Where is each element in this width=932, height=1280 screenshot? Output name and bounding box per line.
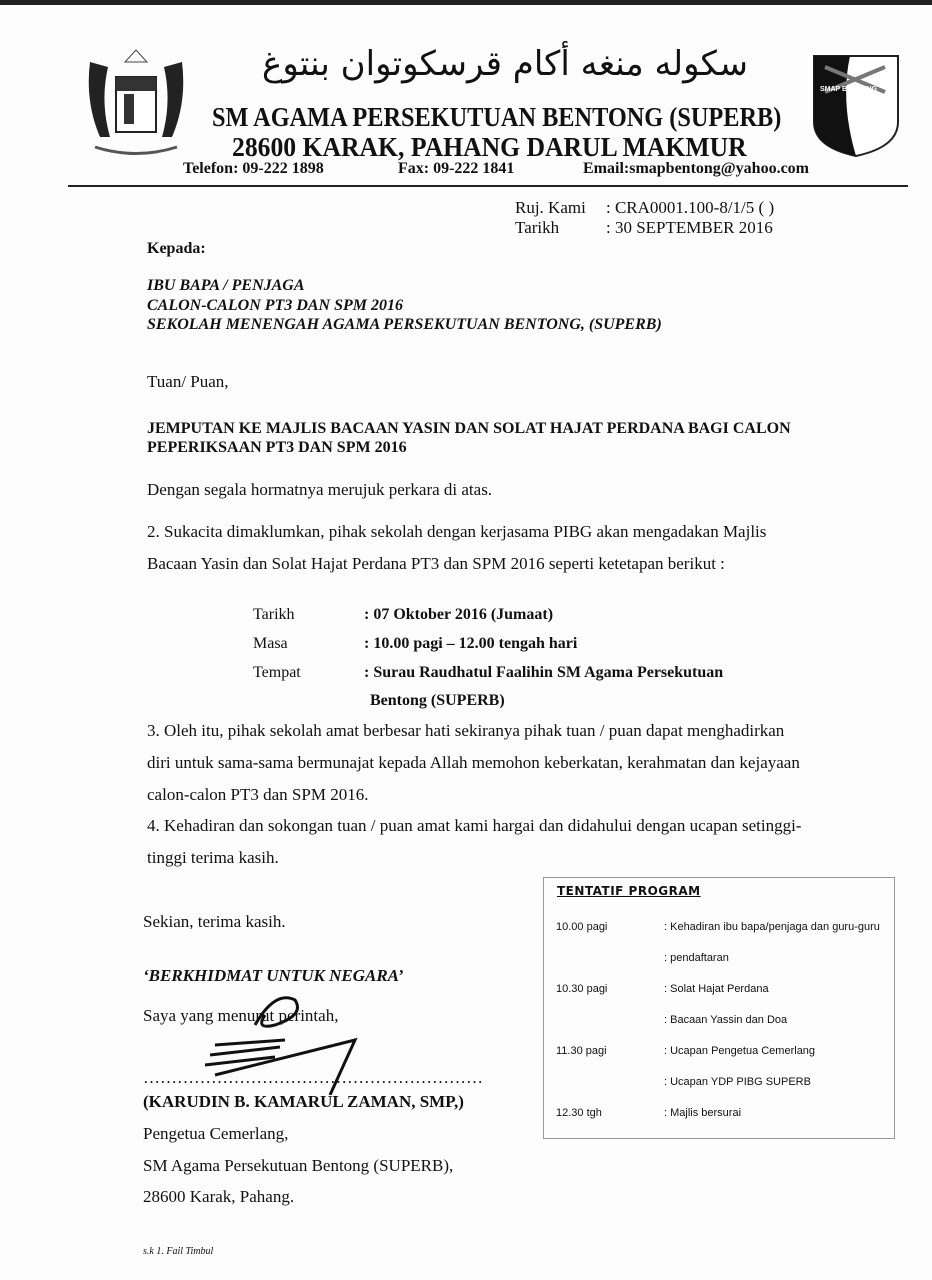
signatory-school: SM Agama Persekutuan Bentong (SUPERB), (143, 1156, 454, 1175)
program-activity: : Solat Hajat Perdana (664, 983, 769, 995)
program-activity: : Kehadiran ibu bapa/penjaga dan guru-guru (664, 921, 880, 933)
fax: Fax: 09-222 1841 (398, 160, 515, 177)
recipient-line: SEKOLAH MENENGAH AGAMA PERSEKUTUAN BENTONG, (SUPERB) (147, 316, 662, 333)
schedule-label: Masa (253, 635, 288, 652)
school-logo (810, 52, 902, 158)
paragraph-3-line: calon-calon PT3 dan SPM 2016. (147, 785, 369, 804)
program-activity: : Ucapan Pengetua Cemerlang (664, 1045, 816, 1057)
paragraph-4-line: tinggi terima kasih. (147, 848, 279, 867)
program-time: 10.00 pagi (556, 921, 608, 933)
subject-line: JEMPUTAN KE MAJLIS BACAAN YASIN DAN SOLAT HAJAT PERDANA BAGI CALON (147, 420, 791, 437)
signature-line: …………………………………………………… (143, 1068, 483, 1087)
scan-edge (0, 0, 932, 5)
closing-thanks: Sekian, terima kasih. (143, 912, 286, 931)
signatory-name: (KARUDIN B. KAMARUL ZAMAN, SMP,) (143, 1092, 464, 1111)
ref-value: : CRA0001.100-8/1/5 ( ) (606, 198, 775, 217)
program-time: 11.30 pagi (556, 1045, 607, 1057)
program-activity: : pendaftaran (664, 952, 729, 964)
paragraph-2-line: Bacaan Yasin dan Solat Hajat Perdana PT3 dan SPM 2016 seperti ketetapan berikut : (147, 554, 725, 573)
program-schedule-box (543, 877, 895, 1139)
program-time: 12.30 tgh (556, 1107, 602, 1119)
schedule-value: : Surau Raudhatul Faalihin SM Agama Persekutuan (364, 664, 724, 681)
header-divider (68, 185, 908, 187)
program-title: TENTATIF PROGRAM (557, 884, 701, 898)
date-label: Tarikh (515, 218, 560, 237)
schedule-label: Tarikh (253, 606, 295, 623)
subject-line: PEPERIKSAAN PT3 DAN SPM 2016 (147, 439, 407, 456)
school-name-jawi: سكوله منغه أكام قرسكوتوان بنتوغ (262, 44, 748, 84)
schedule-value-cont: Bentong (SUPERB) (370, 692, 505, 709)
coat-of-arms-logo (80, 42, 192, 162)
paragraph-4-line: 4. Kehadiran dan sokongan tuan / puan amat kami hargai dan didahului dengan ucapan setinggi- (147, 816, 802, 835)
paragraph-3-line: diri untuk sama-sama bermunajat kepada Allah memohon keberkatan, kerahmatan dan kejayaan (147, 753, 800, 772)
program-activity: : Majlis bersurai (664, 1107, 742, 1119)
program-time: 10.30 pagi (556, 983, 608, 995)
date-value: : 30 SEPTEMBER 2016 (606, 218, 773, 237)
recipient-line: IBU BAPA / PENJAGA (147, 277, 305, 294)
recipient-label: Kepada: (147, 240, 206, 257)
schedule-label: Tempat (253, 664, 301, 681)
school-name: SM AGAMA PERSEKUTUAN BENTONG (SUPERB) (212, 102, 782, 132)
schedule-value: : 10.00 pagi – 12.00 tengah hari (364, 635, 578, 652)
salutation: Tuan/ Puan, (147, 372, 229, 391)
recipient-line: CALON-CALON PT3 DAN SPM 2016 (147, 297, 404, 314)
email: Email:smapbentong@yahoo.com (583, 160, 810, 177)
program-activity: : Bacaan Yassin dan Doa (664, 1014, 788, 1026)
logo-text: SMAP BENTONG (820, 86, 877, 93)
signatory-title: Pengetua Cemerlang, (143, 1124, 289, 1143)
paragraph-1: Dengan segala hormatnya merujuk perkara di atas. (147, 480, 493, 499)
program-activity: : Ucapan YDP PIBG SUPERB (664, 1076, 811, 1088)
paragraph-2-line: 2. Sukacita dimaklumkan, pihak sekolah dengan kerjasama PIBG akan mengadakan Majlis (147, 522, 767, 541)
footnote-cc: s.k 1. Fail Timbul (143, 1246, 214, 1257)
schedule-value: : 07 Oktober 2016 (Jumaat) (364, 606, 554, 623)
closing-order: Saya yang menurut perintah, (143, 1006, 339, 1025)
school-address: 28600 KARAK, PAHANG DARUL MAKMUR (232, 132, 747, 162)
paragraph-3-line: 3. Oleh itu, pihak sekolah amat berbesar hati sekiranya pihak tuan / puan dapat menghadirkan (147, 721, 785, 740)
signatory-place: 28600 Karak, Pahang. (143, 1187, 295, 1206)
motto: ‘BERKHIDMAT UNTUK NEGARA’ (143, 966, 404, 985)
ref-label: Ruj. Kami (515, 198, 586, 217)
telephone: Telefon: 09-222 1898 (183, 160, 324, 177)
